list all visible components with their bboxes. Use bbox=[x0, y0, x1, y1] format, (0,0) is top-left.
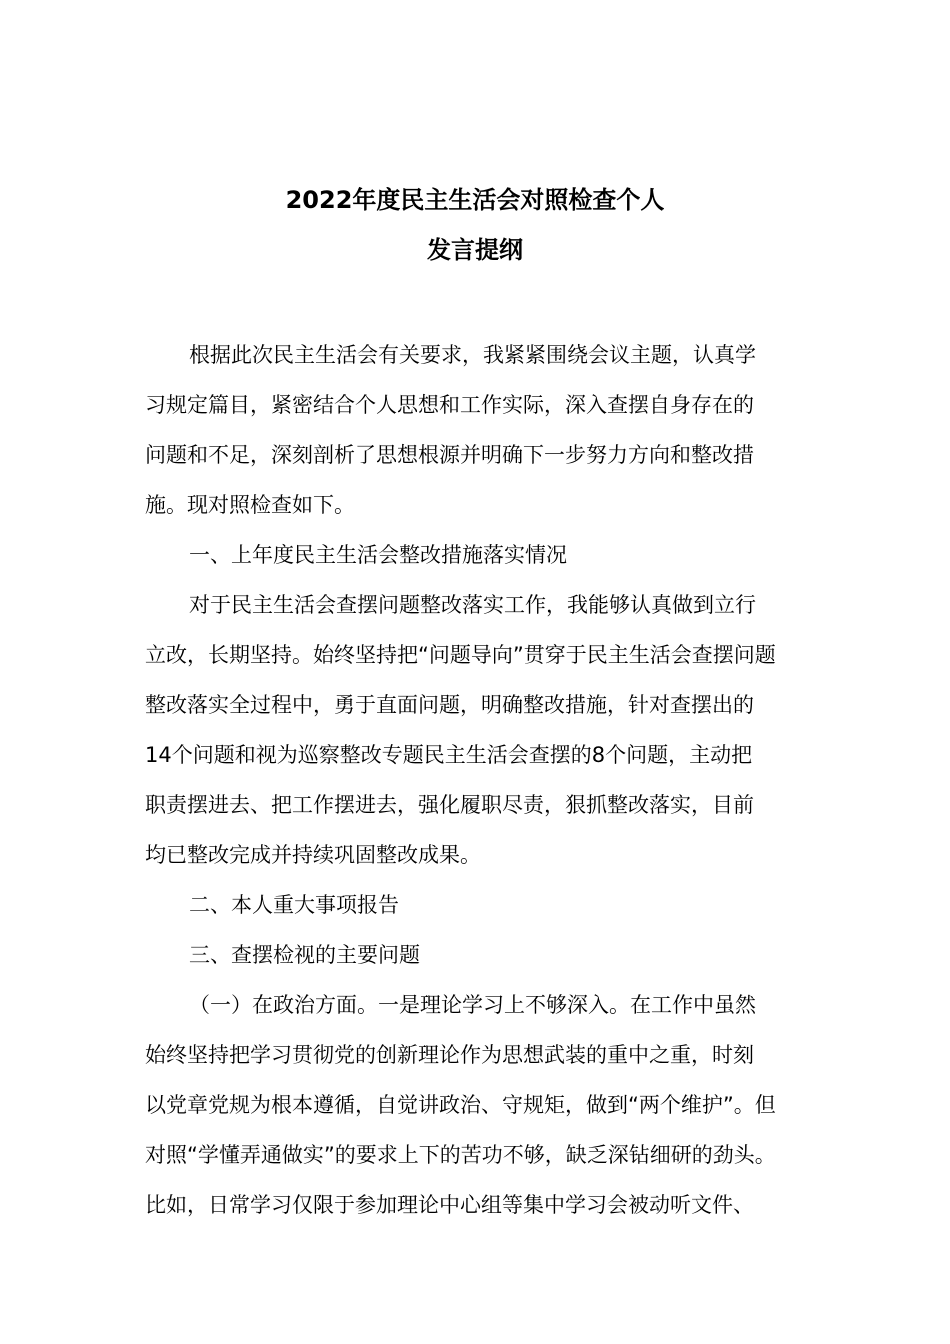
paragraph-section1-line-1: 对于民主生活会查摆问题整改落实工作，我能够认真做到立行 bbox=[189, 593, 756, 617]
paragraph-section1-line-5: 职责摆进去、把工作摆进去，强化履职尽责，狠抓整改落实，目前 bbox=[145, 793, 754, 817]
section-heading-1: 一、上年度民主生活会整改措施落实情况 bbox=[189, 543, 567, 567]
paragraph-intro-line-1: 根据此次民主生活会有关要求，我紧紧围绕会议主题，认真学 bbox=[189, 343, 756, 367]
paragraph-section3-line-4: 对照“学懂弄通做实”的要求上下的苦功不够，缺乏深钻细研的劲头。 bbox=[145, 1143, 776, 1167]
paragraph-intro-line-2: 习规定篇目，紧密结合个人思想和工作实际，深入查摆自身存在的 bbox=[145, 393, 754, 417]
section-heading-2: 二、本人重大事项报告 bbox=[189, 893, 399, 917]
paragraph-section3-line-2: 始终坚持把学习贯彻党的创新理论作为思想武装的重中之重，时刻 bbox=[145, 1043, 754, 1067]
paragraph-section1-line-2: 立改，长期坚持。始终坚持把“问题导向”贯穿于民主生活会查摆问题 bbox=[145, 643, 776, 667]
paragraph-section1-line-3: 整改落实全过程中，勇于直面问题，明确整改措施，针对查摆出的 bbox=[145, 693, 754, 717]
paragraph-section1-line-4: 14个问题和视为巡察整改专题民主生活会查摆的8个问题，主动把 bbox=[145, 743, 753, 767]
section-heading-3: 三、查摆检视的主要问题 bbox=[189, 943, 420, 967]
document-body bbox=[145, 330, 807, 1230]
paragraph-section1-line-6: 均已整改完成并持续巩固整改成果。 bbox=[145, 843, 481, 867]
paragraph-intro-line-3: 问题和不足，深刻剖析了思想根源并明确下一步努力方向和整改措 bbox=[145, 443, 754, 467]
paragraph-section3-line-5: 比如，日常学习仅限于参加理论中心组等集中学习会被动听文件、 bbox=[145, 1193, 754, 1217]
document-title-line-2: 发言提纲 bbox=[427, 236, 523, 264]
paragraph-section3-line-1: （一）在政治方面。一是理论学习上不够深入。在工作中虽然 bbox=[189, 993, 756, 1017]
paragraph-intro-line-4: 施。现对照检查如下。 bbox=[145, 493, 355, 517]
paragraph-section3-line-3: 以党章党规为根本遵循，自觉讲政治、守规矩，做到“两个维护”。但 bbox=[145, 1093, 776, 1117]
document-title-line-1: 2022年度民主生活会对照检查个人 bbox=[285, 186, 665, 214]
